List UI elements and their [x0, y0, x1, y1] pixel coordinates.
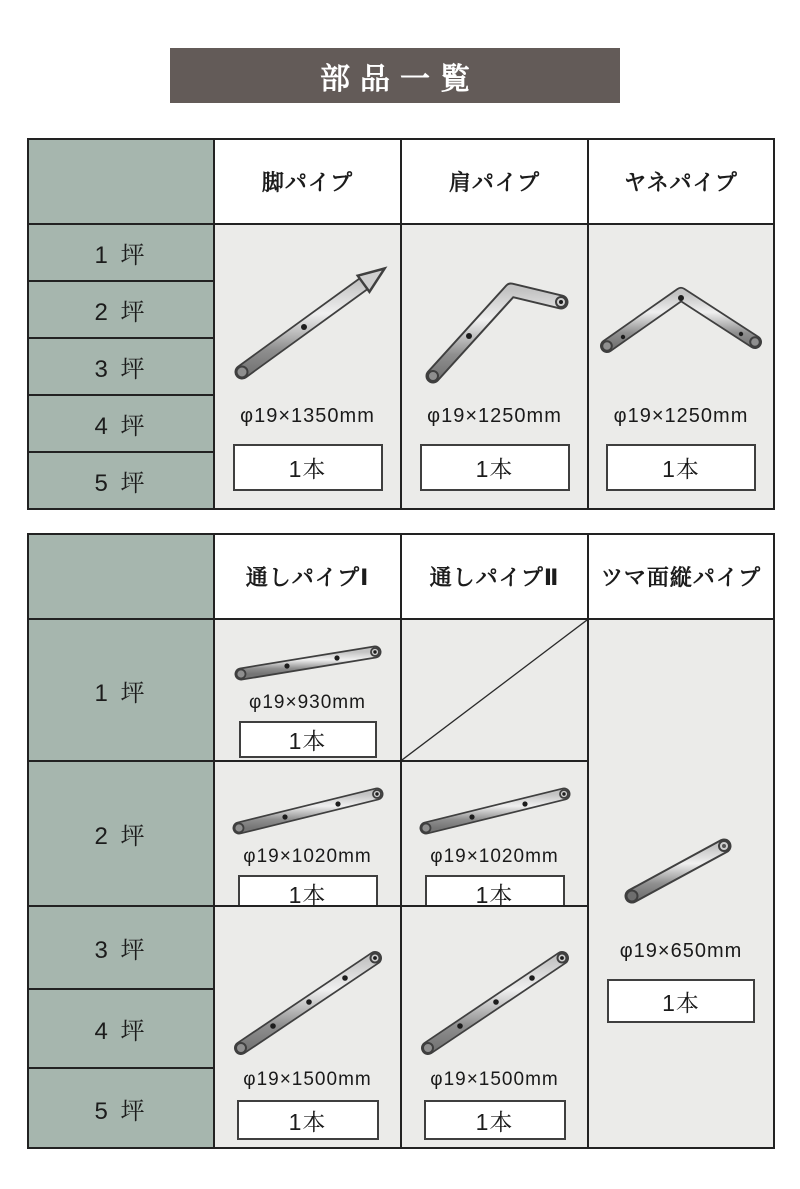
quantity-text: 1本: [662, 989, 700, 1016]
part-cell-leg-pipe: [215, 225, 402, 510]
through-pipe-illustration-icon: [412, 766, 578, 846]
dimension-label: φ19×1020mm: [243, 846, 372, 867]
quantity-text: 1本: [475, 1108, 514, 1135]
dimension-label: φ19×1500mm: [243, 1069, 372, 1090]
row-header-5tsubo: 5 坪: [29, 1069, 215, 1149]
corner-cell: [29, 140, 215, 225]
parts-table-top: [27, 138, 775, 510]
quantity-text: 1本: [288, 882, 327, 907]
row-header-4tsubo: 4 坪: [29, 990, 215, 1069]
gable-pipe-illustration-icon: [606, 804, 756, 922]
diagonal-slash-icon: [402, 620, 587, 760]
through-pipe-illustration-icon: [225, 766, 391, 846]
part-cell-through1-2tsubo: [215, 762, 402, 907]
dimension-label: φ19×1350mm: [240, 405, 375, 427]
dimension-label: φ19×1500mm: [430, 1069, 559, 1090]
parts-table-bottom: [27, 533, 775, 1149]
corner-cell: [29, 535, 215, 620]
part-cell-through2-3to5tsubo: [402, 907, 589, 1149]
part-cell-shoulder-pipe: [402, 225, 589, 510]
part-cell-gable-vertical-pipe: [589, 620, 775, 1149]
through-pipe-illustration-icon: [225, 626, 391, 692]
column-header-gable-vertical-pipe: ツマ面縦パイプ: [589, 535, 775, 620]
leg-pipe-illustration-icon: [220, 235, 396, 405]
quantity-text: 1本: [475, 882, 514, 907]
through-pipe-illustration-icon: [412, 923, 578, 1069]
part-cell-through1-3to5tsubo: [215, 907, 402, 1149]
quantity-text: 1本: [288, 456, 327, 482]
quantity-badge: [237, 1100, 379, 1140]
dimension-label: φ19×650mm: [619, 940, 743, 962]
dimension-label: φ19×1250mm: [613, 405, 749, 427]
quantity-badge: [233, 444, 383, 491]
row-header-1tsubo: 1 坪: [29, 620, 215, 762]
column-header-through-pipe-1: 通しパイプⅠ: [215, 535, 402, 620]
dimension-label: φ19×1020mm: [430, 846, 559, 867]
part-cell-through1-1tsubo: [215, 620, 402, 762]
row-header-5tsubo: 5 坪: [29, 453, 215, 510]
shoulder-pipe-illustration-icon: [407, 235, 583, 405]
quantity-text: 1本: [288, 1108, 327, 1135]
quantity-badge: [607, 979, 755, 1023]
quantity-badge: [606, 444, 756, 491]
row-header-1tsubo: 1 坪: [29, 225, 215, 282]
empty-cell-through2-1tsubo: [402, 620, 589, 762]
quantity-badge: [238, 875, 378, 907]
page-title: 部品一覧: [170, 48, 620, 103]
quantity-badge: [239, 721, 377, 758]
row-header-4tsubo: 4 坪: [29, 396, 215, 453]
column-header-roof-pipe: ヤネパイプ: [589, 140, 775, 225]
column-header-shoulder-pipe: 肩パイプ: [402, 140, 589, 225]
part-cell-through2-2tsubo: [402, 762, 589, 907]
quantity-text: 1本: [288, 728, 327, 754]
dimension-label: φ19×930mm: [249, 692, 366, 713]
through-pipe-illustration-icon: [225, 923, 391, 1069]
quantity-text: 1本: [662, 456, 700, 482]
row-header-3tsubo: 3 坪: [29, 907, 215, 990]
column-header-leg-pipe: 脚パイプ: [215, 140, 402, 225]
row-header-2tsubo: 2 坪: [29, 282, 215, 339]
part-cell-roof-pipe: [589, 225, 775, 510]
quantity-badge: [420, 444, 570, 491]
row-header-2tsubo: 2 坪: [29, 762, 215, 907]
column-header-through-pipe-2: 通しパイプⅡ: [402, 535, 589, 620]
quantity-badge: [424, 1100, 566, 1140]
quantity-text: 1本: [475, 456, 514, 482]
dimension-label: φ19×1250mm: [427, 405, 562, 427]
quantity-badge: [425, 875, 565, 907]
roof-pipe-illustration-icon: [593, 235, 769, 405]
row-header-3tsubo: 3 坪: [29, 339, 215, 396]
